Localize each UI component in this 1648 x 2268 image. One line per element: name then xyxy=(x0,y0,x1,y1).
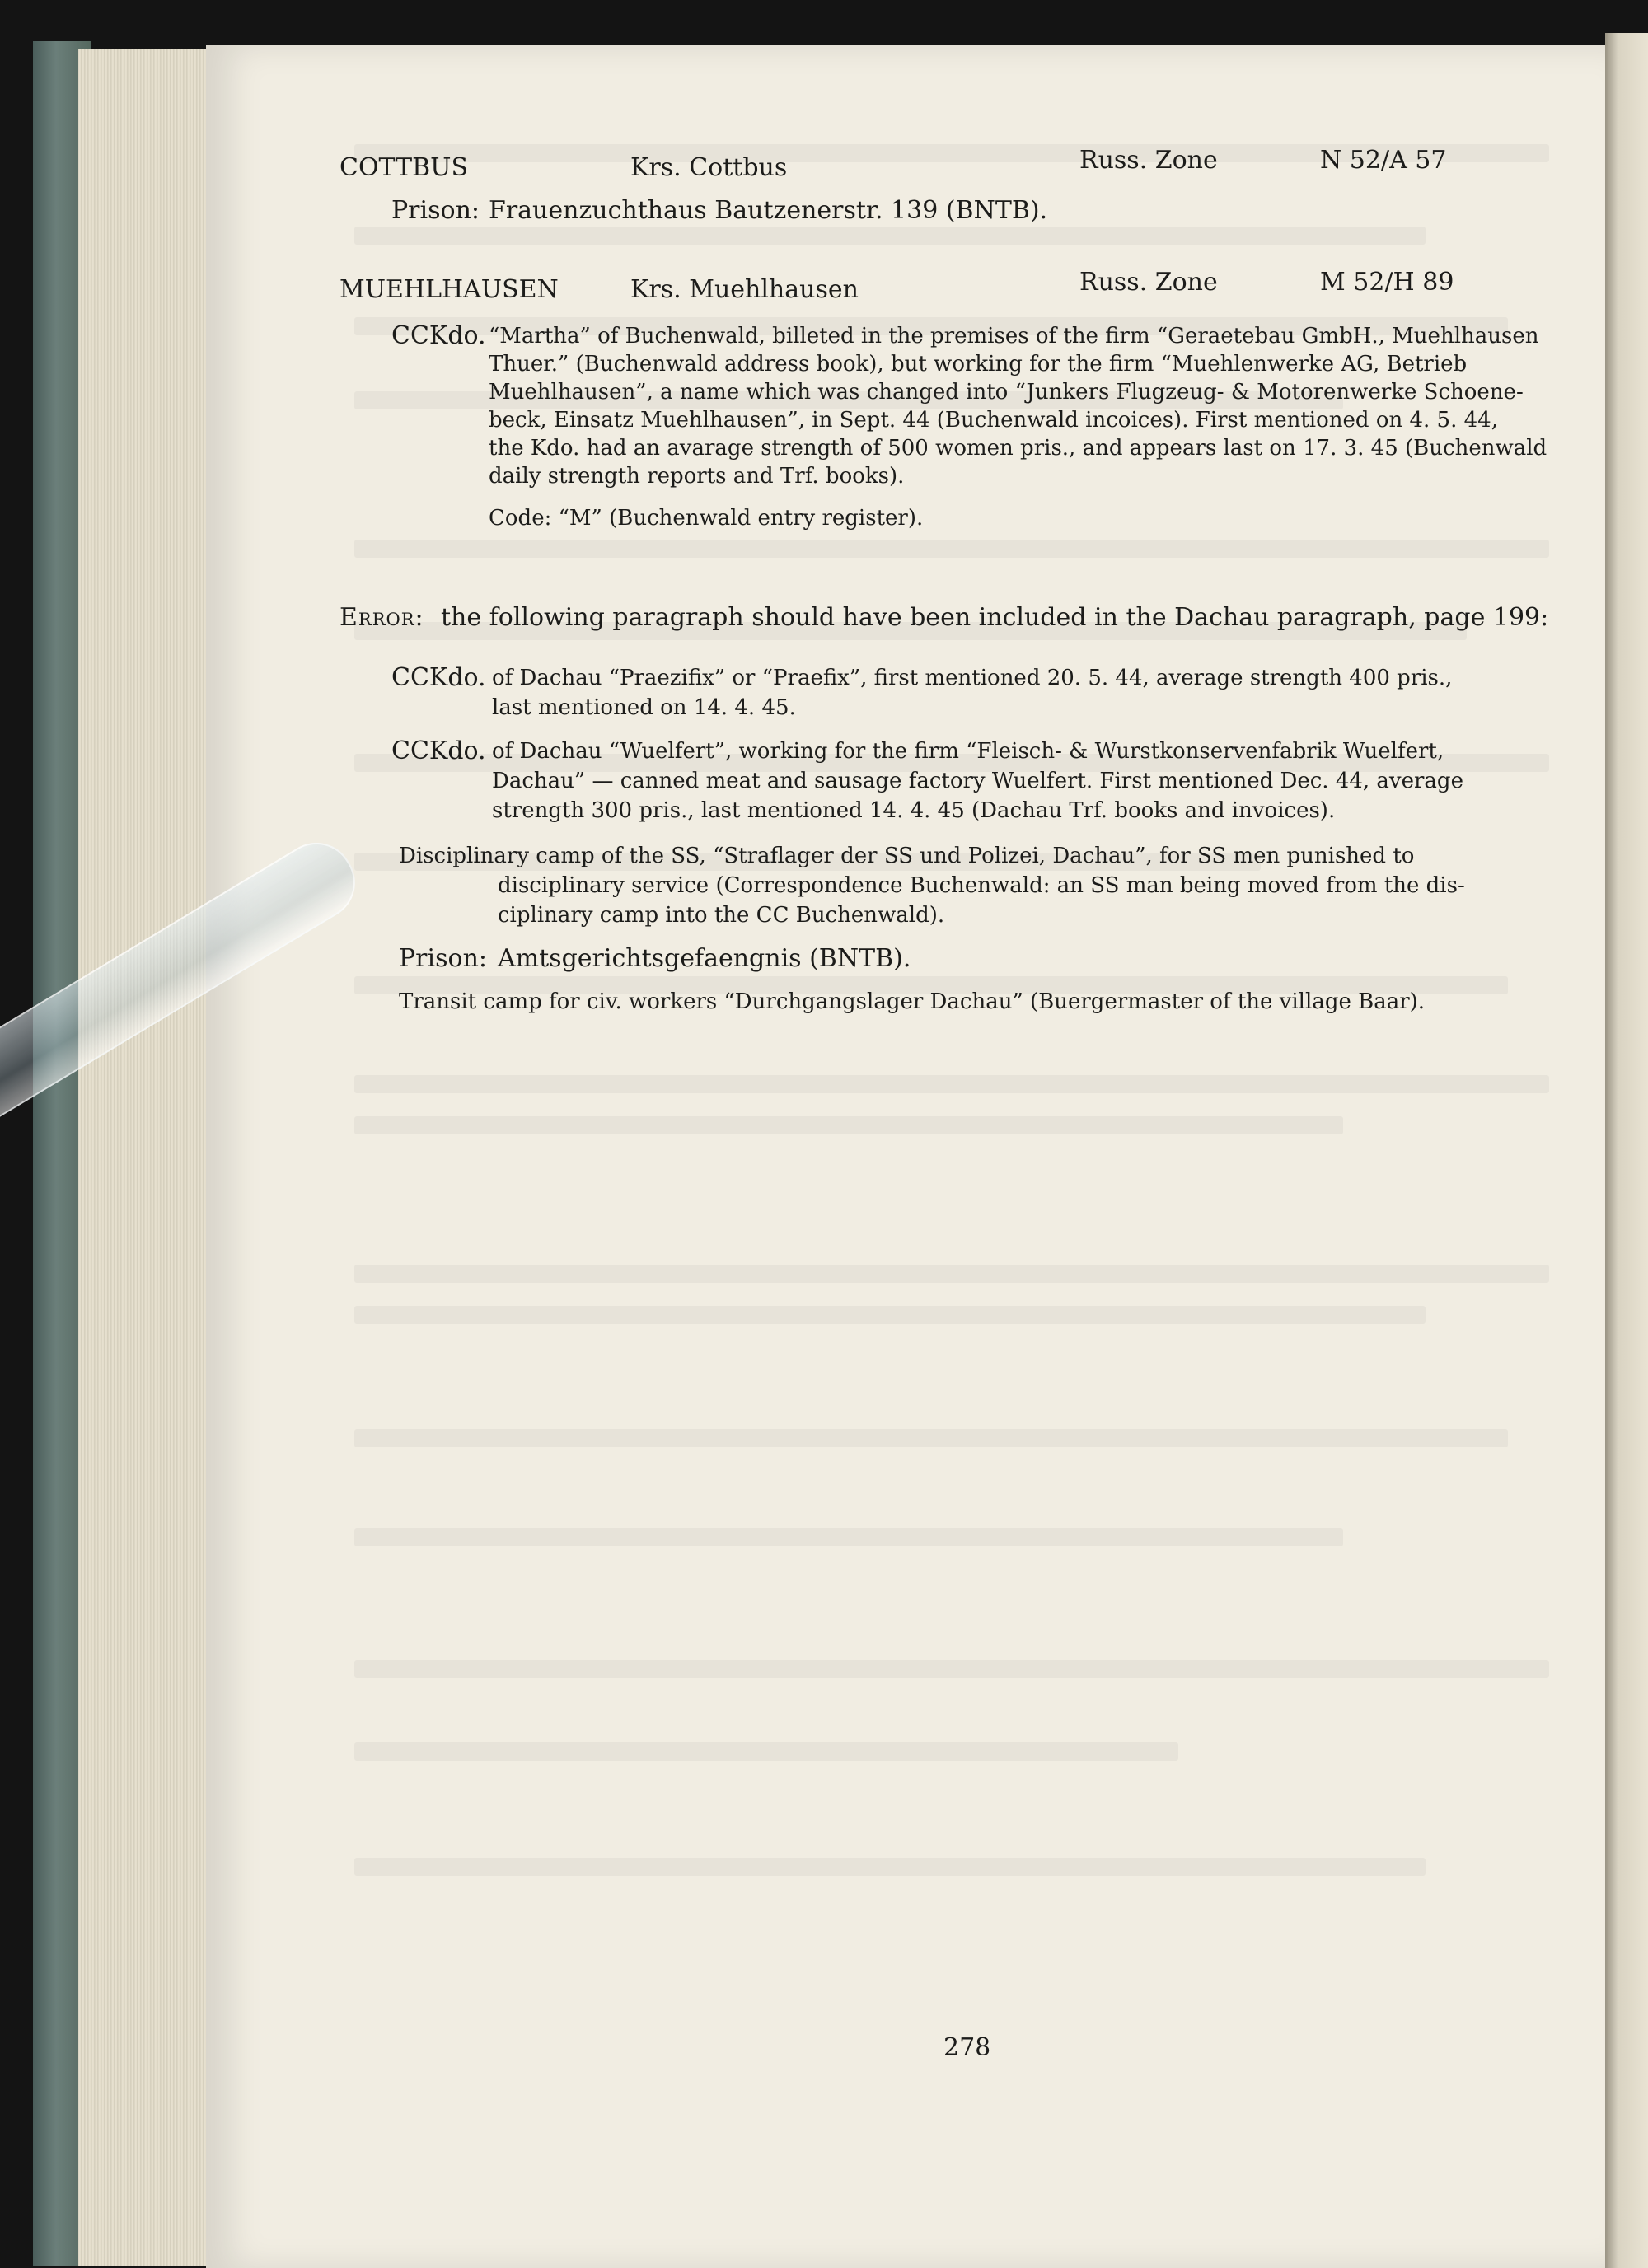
cckdo-wuelfert-line: Dachau” — canned meat and sausage factory Wuelfert. First mentioned Dec. 44, average xyxy=(492,769,1463,793)
transit-camp-line: Transit camp for civ. workers “Durchgangslager Dachau” (Buergermaster of the village Baar). xyxy=(399,989,1426,1014)
cckdo-label-muehlhausen: CCKdo. xyxy=(391,321,486,350)
cckdo-line: Muehlhausen”, a name which was changed into “Junkers Flugzeug- & Motorenwerke Schoene- xyxy=(489,380,1524,404)
entry-district-cottbus: Krs. Cottbus xyxy=(630,153,788,182)
cckdo-praezifix-label: CCKdo. xyxy=(391,663,486,692)
disciplinary-line: ciplinary camp into the CC Buchenwald). xyxy=(498,903,945,928)
entry-district-muehlhausen: Krs. Muehlhausen xyxy=(630,275,859,304)
cckdo-line: Thuer.” (Buchenwald address book), but working for the firm “Muehlenwerke AG, Betrieb xyxy=(489,352,1468,376)
prison-label-dachau: Prison: xyxy=(399,944,488,973)
cckdo-line: the Kdo. had an avarage strength of 500 women pris., and appears last on 17. 3. 45 (Buchenwald xyxy=(489,436,1547,461)
cckdo-praezifix-line: last mentioned on 14. 4. 45. xyxy=(492,695,796,720)
entry-place-muehlhausen: MUEHLHAUSEN xyxy=(339,275,559,304)
disciplinary-line: Disciplinary camp of the SS, “Straflager der SS und Polizei, Dachau”, for SS men punished to xyxy=(399,844,1415,868)
entry-grid-muehlhausen: M 52/H 89 xyxy=(1320,268,1454,297)
error-text: the following paragraph should have been included in the Dachau paragraph, page 199: xyxy=(441,603,1549,632)
error-label: Error: xyxy=(339,603,424,632)
entry-zone-muehlhausen: Russ. Zone xyxy=(1079,268,1218,297)
entry-grid-cottbus: N 52/A 57 xyxy=(1320,146,1447,175)
facing-page-edge xyxy=(1605,33,1648,2268)
cckdo-line: “Martha” of Buchenwald, billeted in the premises of the firm “Geraetebau GmbH., Muehlhausen xyxy=(489,324,1539,348)
page-stack-edge xyxy=(78,49,222,2266)
code-line-muehlhausen: Code: “M” (Buchenwald entry register). xyxy=(489,506,924,531)
cckdo-wuelfert-line: of Dachau “Wuelfert”, working for the firm “Fleisch- & Wurstkonservenfabrik Wuelfert, xyxy=(492,739,1444,764)
prison-text-cottbus: Frauenzuchthaus Bautzenerstr. 139 (BNTB). xyxy=(489,196,1048,225)
disciplinary-line: disciplinary service (Correspondence Buchenwald: an SS man being moved from the dis- xyxy=(498,873,1465,898)
cckdo-wuelfert-line: strength 300 pris., last mentioned 14. 4. 45 (Dachau Trf. books and invoices). xyxy=(492,798,1336,823)
entry-place-cottbus: COTTBUS xyxy=(339,153,469,182)
cckdo-line: beck, Einsatz Muehlhausen”, in Sept. 44 (Buchenwald incoices). First mentioned on 4. 5. 44, xyxy=(489,408,1498,433)
cckdo-wuelfert-label: CCKdo. xyxy=(391,737,486,765)
cckdo-praezifix-line: of Dachau “Praezifix” or “Praefix”, first mentioned 20. 5. 44, average strength 400 pris., xyxy=(492,666,1453,690)
cckdo-line: daily strength reports and Trf. books). xyxy=(489,464,905,489)
prison-label-cottbus: Prison: xyxy=(391,196,480,225)
entry-zone-cottbus: Russ. Zone xyxy=(1079,146,1218,175)
page-number: 278 xyxy=(943,2033,991,2062)
prison-text-dachau: Amtsgerichtsgefaengnis (BNTB). xyxy=(498,944,911,973)
